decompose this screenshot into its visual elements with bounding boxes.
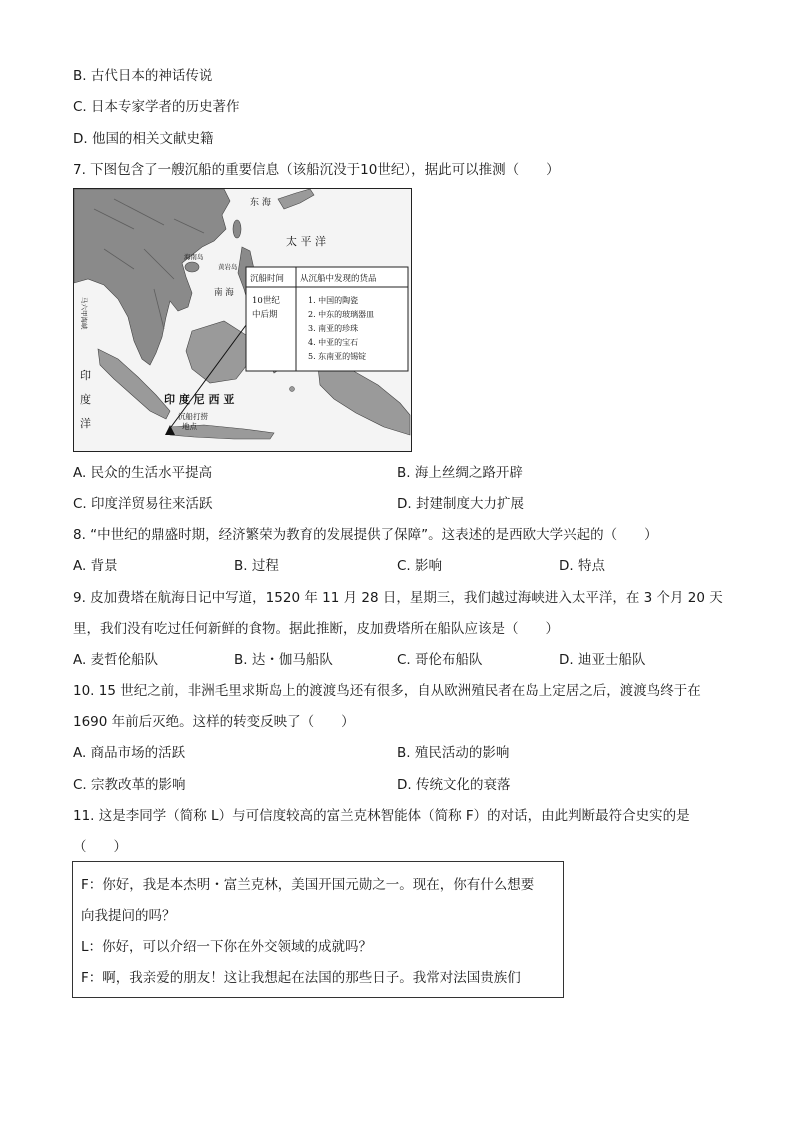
- q10-option-d[interactable]: D. 传统文化的衰落: [397, 777, 511, 793]
- label-east-sea: 东 海: [250, 198, 271, 208]
- q9-option-b[interactable]: B. 达・伽马船队: [234, 652, 333, 668]
- dialog-line-4: F：啊，我亲爱的朋友！这让我想起在法国的那些日子。我常对法国贵族们: [81, 970, 521, 986]
- table-cell-time: 10世纪中后期: [252, 296, 280, 320]
- goods-item-3: 3. 南亚的珍珠: [308, 324, 359, 333]
- label-indian-ocean: 印度洋: [80, 369, 91, 430]
- prev-option-c: C. 日本专家学者的历史著作: [73, 99, 240, 115]
- q7-option-c[interactable]: C. 印度洋贸易往来活跃: [73, 496, 213, 512]
- table-header-time: 沉船时间: [250, 274, 285, 284]
- dialog-line-1: F：你好，我是本杰明・富兰克林，美国开国元勋之一。现在，你有什么想要: [81, 877, 535, 893]
- q8-option-a[interactable]: A. 背景: [73, 558, 118, 574]
- table-header-goods: 从沉船中发现的货品: [300, 274, 377, 284]
- label-huangyan: 黄岩岛: [218, 263, 238, 271]
- q7-option-b[interactable]: B. 海上丝绸之路开辟: [397, 465, 523, 481]
- goods-item-2: 2. 中东的玻璃器皿: [308, 310, 375, 319]
- label-pacific: 太 平 洋: [286, 235, 326, 248]
- q9-option-d[interactable]: D. 迪亚士船队: [559, 652, 646, 668]
- q10-option-a[interactable]: A. 商品市场的活跃: [73, 745, 186, 761]
- q10-stem-line2: 1690 年前后灭绝。这样的转变反映了（ ）: [73, 714, 355, 730]
- q9-option-c[interactable]: C. 哥伦布船队: [397, 652, 483, 668]
- q10-stem-line1: 10. 15 世纪之前，非洲毛里求斯岛上的渡渡鸟还有很多，自从欧洲殖民者在岛上定居之后，渡渡鸟终于在: [73, 683, 701, 699]
- dialog-box: [72, 861, 564, 998]
- q8-stem: 8. “中世纪的鼎盛时期，经济繁荣为教育的发展提供了保障”。这表述的是西欧大学兴起的（ ）: [73, 527, 658, 543]
- q7-option-d[interactable]: D. 封建制度大力扩展: [397, 496, 524, 512]
- hainan-island: [185, 262, 199, 272]
- goods-item-5: 5. 东南亚的锡锭: [308, 352, 367, 361]
- q9-option-a[interactable]: A. 麦哲伦船队: [73, 652, 159, 668]
- q7-stem: 7. 下图包含了一艘沉船的重要信息（该船沉没于10世纪），据此可以推测（ ）: [73, 162, 560, 178]
- q7-option-a[interactable]: A. 民众的生活水平提高: [73, 465, 213, 481]
- q11-stem-line1: 11. 这是李同学（简称 L）与可信度较高的富兰克林智能体（简称 F）的对话，由此判断最符合史实的是: [73, 808, 690, 824]
- label-indonesia: 印 度 尼 西 亚: [164, 393, 235, 406]
- q11-stem-line2: （ ）: [73, 839, 127, 855]
- label-wreck-site: 沉船打捞地点: [178, 412, 208, 431]
- prev-option-d: D. 他国的相关文献史籍: [73, 131, 214, 147]
- dialog-line-2: 向我提问的吗？: [81, 908, 176, 924]
- q9-stem-line1: 9. 皮加费塔在航海日记中写道，1520 年 11 月 28 日，星期三，我们越过海峡进入太平洋，在 3 个月 20 天: [73, 590, 723, 606]
- taiwan-island: [233, 220, 241, 238]
- q8-option-b[interactable]: B. 过程: [234, 558, 279, 574]
- label-malacca: 马六甲海峡: [80, 297, 88, 330]
- q10-option-c[interactable]: C. 宗教改革的影响: [73, 777, 186, 793]
- label-south-sea: 南 海: [214, 288, 234, 298]
- q10-option-b[interactable]: B. 殖民活动的影响: [397, 745, 510, 761]
- goods-item-1: 1. 中国的陶瓷: [308, 296, 359, 305]
- label-hainan: 海南岛: [184, 253, 204, 261]
- q9-stem-line2: 里，我们没有吃过任何新鲜的食物。据此推断，皮加费塔所在船队应该是（ ）: [73, 621, 559, 637]
- dialog-line-3: L：你好，可以介绍一下你在外交领域的成就吗？: [81, 939, 373, 955]
- prev-option-b: B. 古代日本的神话传说: [73, 68, 213, 84]
- goods-item-4: 4. 中亚的宝石: [308, 338, 359, 347]
- q8-option-d[interactable]: D. 特点: [559, 558, 605, 574]
- q8-option-c[interactable]: C. 影响: [397, 558, 443, 574]
- shipwreck-info-table: [246, 267, 408, 371]
- shipwreck-map: [73, 188, 412, 452]
